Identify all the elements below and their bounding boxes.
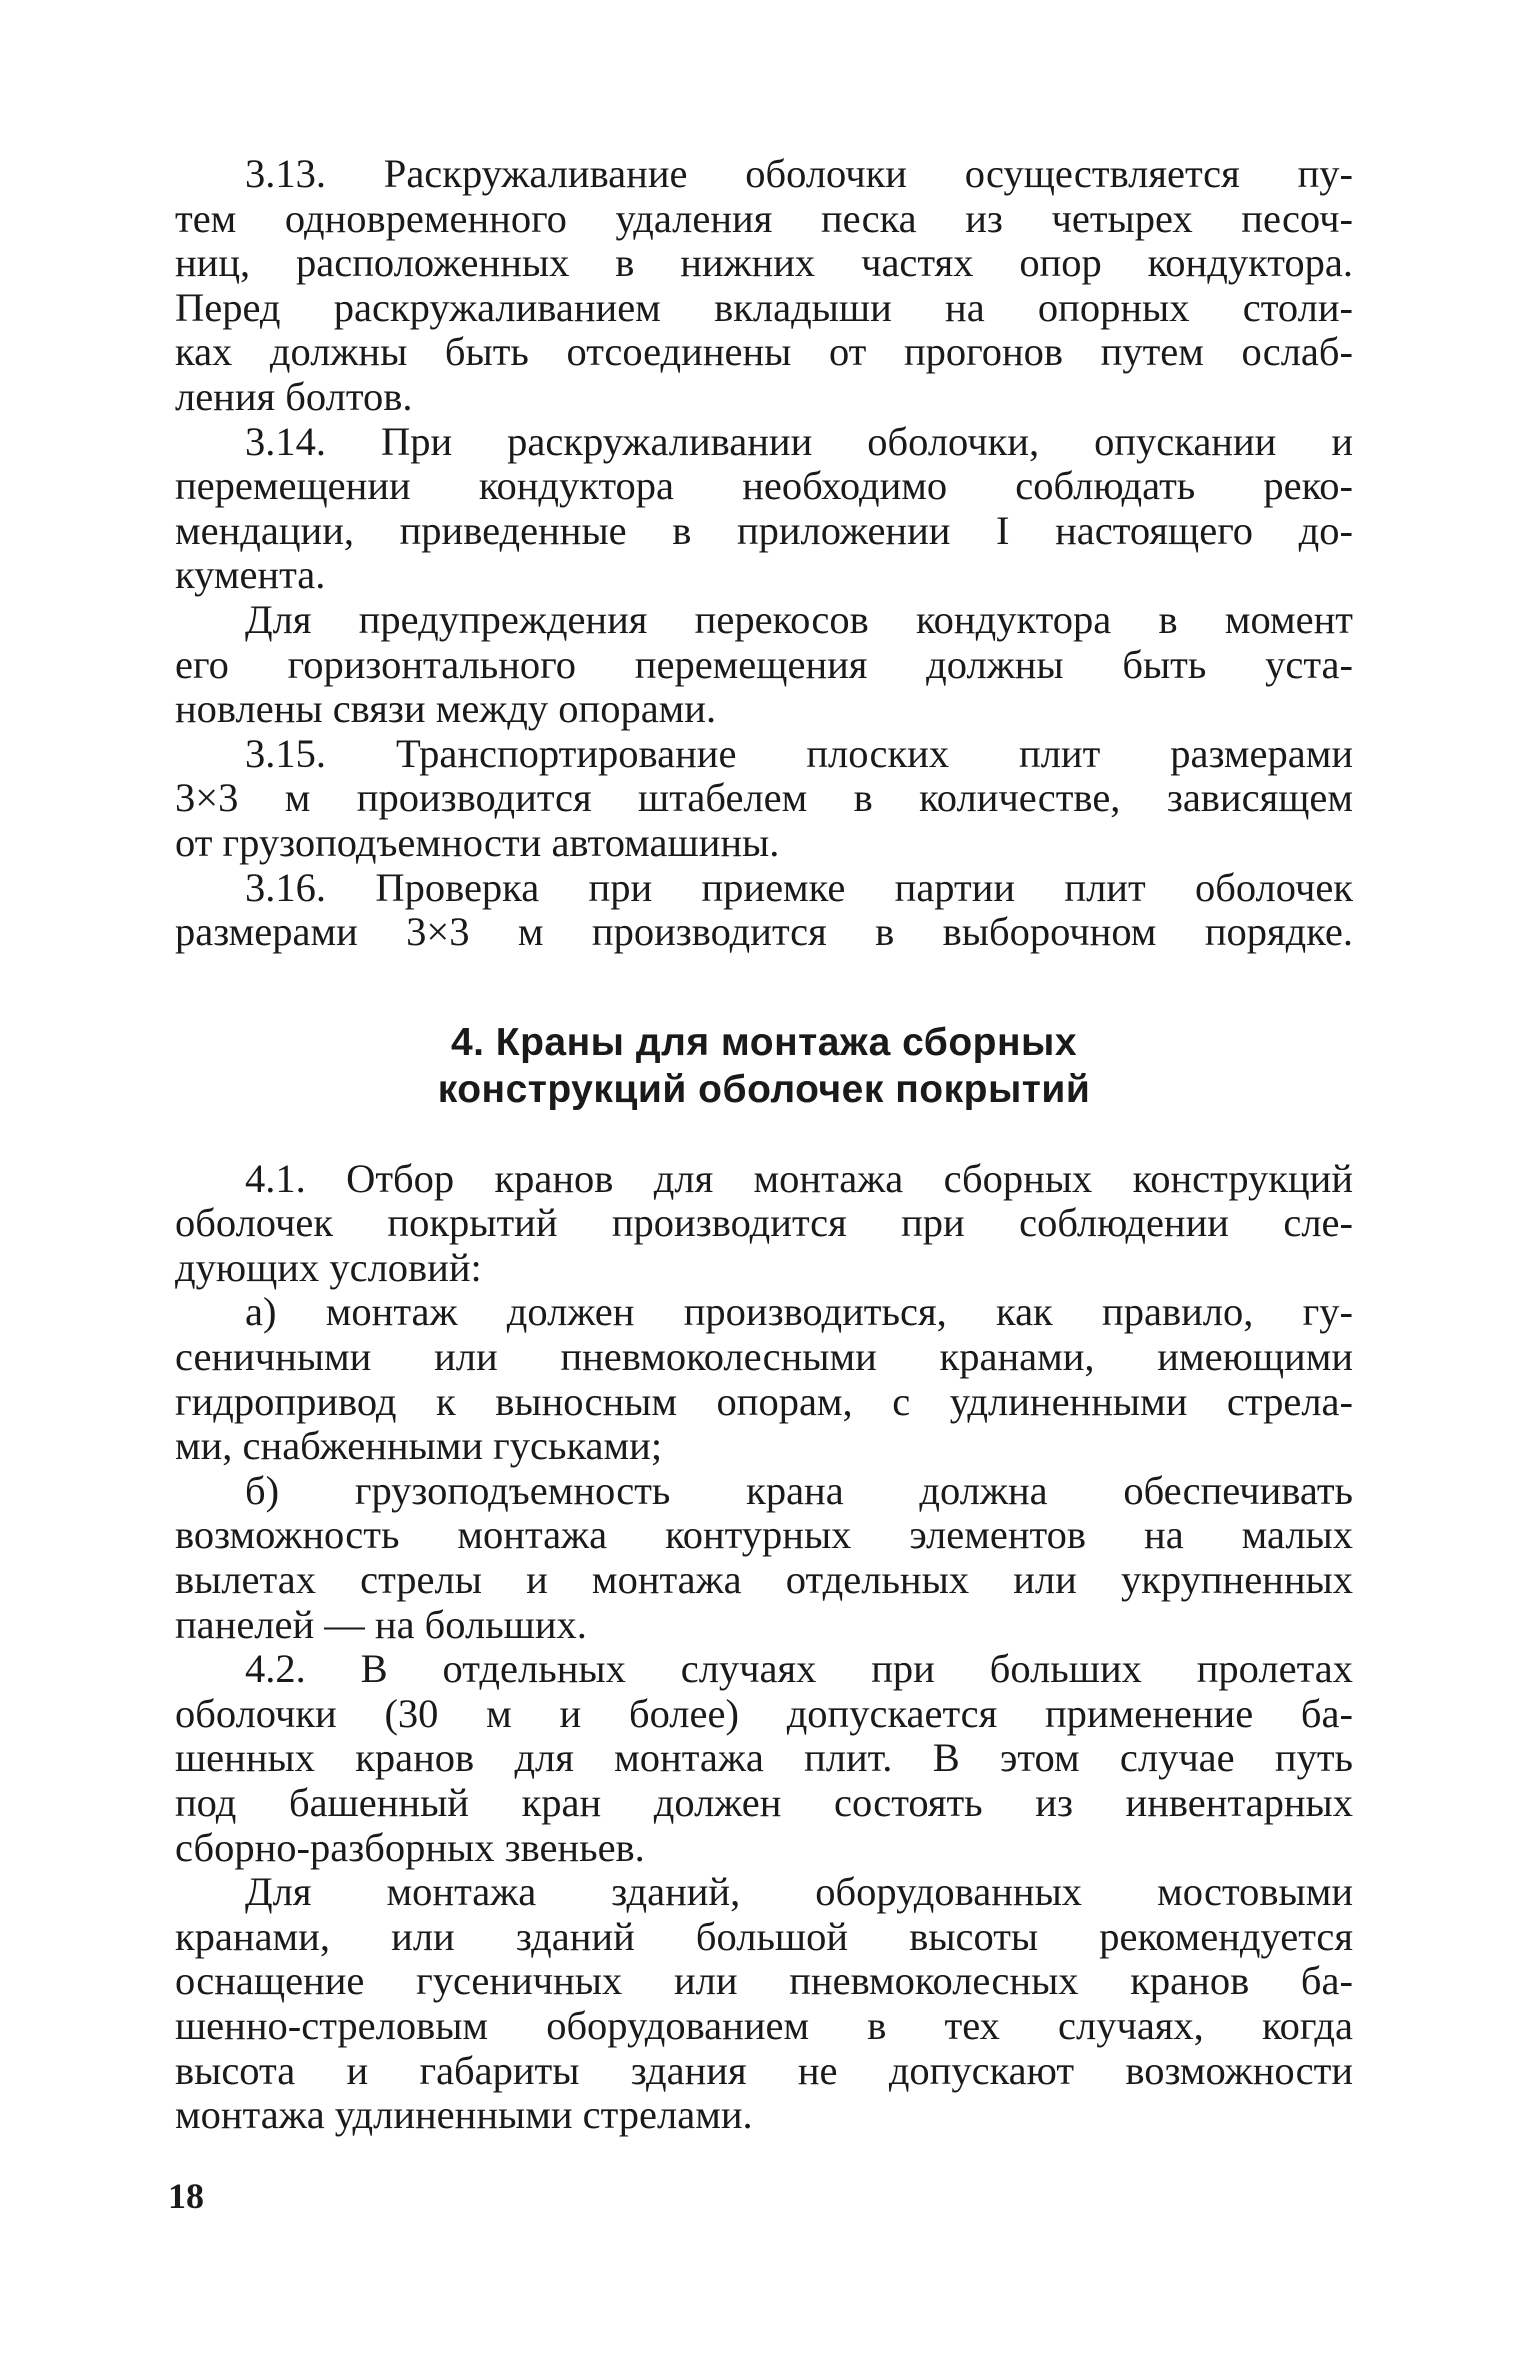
text-line: мендации, приведенные в приложении I настоящего до- (175, 507, 1353, 553)
section-heading (175, 1019, 1353, 1113)
text-line: сборно-разборных звеньев. (175, 1824, 645, 1870)
text-line: размерами 3×3 м производится в выборочном порядке. (175, 909, 1353, 955)
text-line: оснащение гусеничных или пневмоколесных кранов ба- (175, 1958, 1353, 2004)
text-line: 3.15. Транспортирование плоских плит размерами (245, 730, 1353, 776)
text-line: сеничными или пневмоколесными кранами, имеющими (175, 1334, 1353, 1380)
paragraph-3-15 (175, 732, 1353, 866)
text-line: б) грузоподъемность крана должна обеспечивать (245, 1467, 1353, 1513)
text-line: возможность монтажа контурных элементов на малых (175, 1512, 1353, 1558)
text-line: ления болтов. (175, 373, 413, 419)
heading-line: 4. Краны для монтажа сборных (450, 1020, 1078, 1064)
text-line: дующих условий: (175, 1244, 482, 1290)
page-number: 18 (168, 2176, 204, 2216)
paragraph-3-16 (175, 866, 1353, 955)
text-line: 3×3 м производится штабелем в количестве, зависящем (175, 775, 1353, 821)
text-line: кранами, или зданий большой высоты рекомендуется (175, 1913, 1353, 1959)
text-line: 3.13. Раскружаливание оболочки осуществляется пу- (245, 151, 1353, 196)
text-line: под башенный кран должен состоять из инвентарных (175, 1780, 1353, 1825)
text-line: оболочки (30 м и более) допускается применение ба- (175, 1690, 1353, 1736)
text-line: тем одновременного удаления песка из четырех песоч- (175, 195, 1353, 241)
text-line: панелей — на больших. (175, 1601, 587, 1647)
document-page (175, 152, 1353, 2138)
text-line: шенных кранов для монтажа плит. В этом случае путь (175, 1735, 1353, 1781)
text-line: вылетах стрелы и монтажа отдельных или укрупненных (175, 1557, 1353, 1603)
text-line: Для предупреждения перекосов кондуктора в момент (245, 596, 1353, 642)
text-line: его горизонтального перемещения должны быть уста- (175, 641, 1353, 687)
heading-line: конструкций оболочек покрытий (437, 1067, 1091, 1111)
text-line: 3.16. Проверка при приемке партии плит оболочек (245, 864, 1353, 910)
text-line: высота и габариты здания не допускают возможности (175, 2047, 1353, 2093)
text-line: ках должны быть отсоединены от прогонов путем ослаб- (175, 329, 1353, 375)
text-line: Для монтажа зданий, оборудованных мостовыми (245, 1869, 1353, 1915)
text-line: 4.2. В отдельных случаях при больших пролетах (245, 1646, 1353, 1692)
text-line: 4.1. Отбор кранов для монтажа сборных конструкций (245, 1155, 1353, 1201)
paragraph-4-1 (175, 1157, 1353, 1291)
paragraph-warping (175, 598, 1353, 732)
text-line: оболочек покрытий производится при соблюдении сле- (175, 1200, 1353, 1246)
text-line: новлены связи между опорами. (175, 686, 717, 732)
text-line: от грузоподъемности автомашины. (175, 819, 780, 865)
paragraph-3-13 (175, 152, 1353, 420)
text-line: ми, снабженными гуськами; (175, 1423, 663, 1469)
text-line: 3.14. При раскружаливании оболочки, опускании и (245, 418, 1353, 464)
text-line: кумента. (175, 552, 326, 598)
text-line: Перед раскружаливанием вкладыши на опорных столи- (175, 284, 1353, 330)
text-line: ниц, расположенных в нижних частях опор кондуктора. (175, 240, 1353, 286)
paragraph-3-14 (175, 420, 1353, 598)
text-line: перемещении кондуктора необходимо соблюдать реко- (175, 463, 1353, 509)
text-line: шенно-стреловым оборудованием в тех случаях, когда (175, 2002, 1353, 2048)
text-line: монтажа удлиненными стрелами. (175, 2092, 753, 2138)
text-line: а) монтаж должен производиться, как правило, гу- (245, 1289, 1353, 1335)
text-line: гидропривод к выносным опорам, с удлиненными стрела- (175, 1378, 1353, 1424)
paragraph-4-2 (175, 1647, 1353, 1870)
paragraph-item-a (175, 1290, 1353, 1468)
paragraph-bridge-cranes (175, 1870, 1353, 2138)
paragraph-item-b (175, 1469, 1353, 1647)
